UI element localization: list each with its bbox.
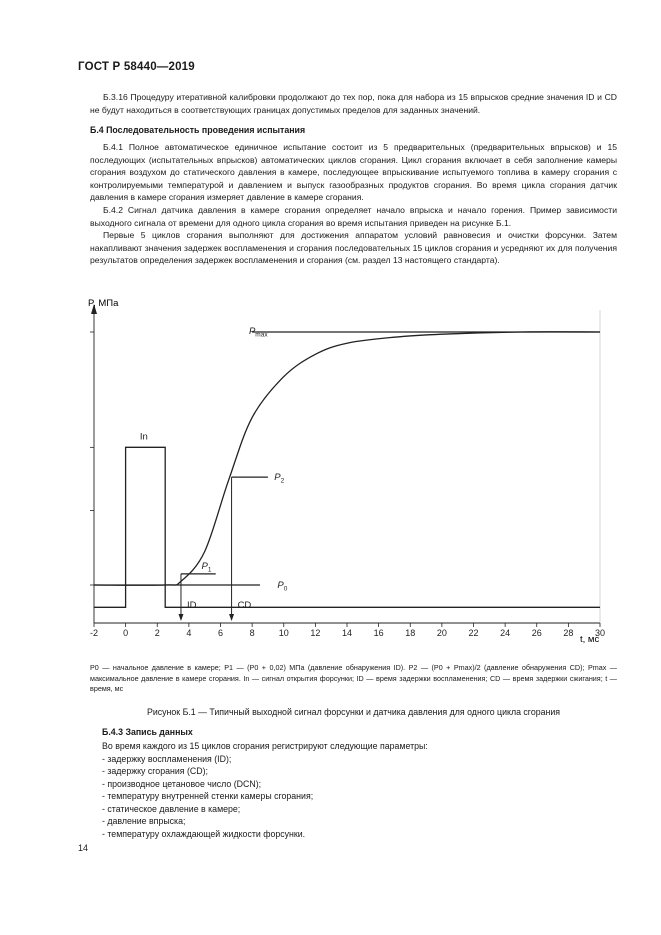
p2-label: $P_2$ bbox=[274, 472, 285, 485]
x-tick-label: 8 bbox=[249, 628, 255, 638]
series-in bbox=[94, 447, 600, 607]
paragraph-b42: Б.4.2 Сигнал датчика давления в камере сгорания определяет начало впрыска и начало горения. Пример зависимости выходного сигнала от времени для одного цикла сгорания во время испытания приведен на рисунке Б.1. bbox=[90, 204, 617, 228]
list-item: - статическое давление в камере; bbox=[102, 803, 241, 814]
x-ticks bbox=[90, 623, 605, 638]
list-item: - задержку сгорания (CD); bbox=[102, 766, 208, 776]
in-label: In bbox=[139, 431, 148, 443]
series-pressure bbox=[94, 332, 600, 585]
list-item: - температуру охлаждающей жидкости форсунки. bbox=[102, 828, 306, 839]
x-tick-label: 4 bbox=[186, 628, 192, 638]
b43-list bbox=[102, 740, 617, 840]
x-tick-label: 0 bbox=[123, 628, 129, 638]
x-tick-label: 28 bbox=[563, 628, 574, 638]
chart-lines bbox=[94, 332, 600, 621]
document-header: ГОСТ Р 58440—2019 bbox=[78, 61, 195, 73]
figure-title: Рисунок Б.1 — Типичный выходной сигнал форсунки и датчика давления для одного цикла сгорания bbox=[146, 707, 561, 717]
list-item: - температуру внутренней стенки камеры сгорания; bbox=[102, 791, 314, 801]
chart-labels bbox=[140, 326, 288, 611]
x-tick-label: 22 bbox=[468, 628, 479, 638]
page-number: 14 bbox=[78, 843, 89, 853]
id-arrow bbox=[178, 614, 183, 621]
y-axis-label: P, МПа bbox=[88, 298, 119, 309]
x-tick-label: 20 bbox=[436, 628, 447, 638]
paragraph-b42b: Первые 5 циклов сгорания выполняют для достижения аппаратом условий равновесия и очистки форсунки. Затем накапливают значения задержек воспламенения и сгорания последовательных 15 циклов сгорания и усредняют их для получения результатов определения задержек воспламенения и сгорания (см. раздел 13 настоящего стандарта). bbox=[90, 230, 617, 266]
b43-intro: Во время каждого из 15 циклов сгорания регистрируют следующие параметры: bbox=[102, 741, 428, 751]
p1-label: $P_1$ bbox=[201, 560, 212, 574]
figure-legend: P0 — начальное давление в камере; P1 — (P0 + 0,02) МПа (давление обнаружения ID). P2 — (P0 + Pmax)/2 (давление обнаружения CD); Pmax — максимальное давление в камере сгорания. In — сигнал открытия форсунки; ID — время задержки воспламенения; CD — время задержки сжигания; t — время, мс bbox=[90, 663, 617, 693]
x-tick-label: 6 bbox=[217, 628, 224, 638]
p0-label: $P_0$ bbox=[277, 580, 288, 593]
y-ticks bbox=[90, 332, 94, 585]
pmax-label: $P_{max}$ bbox=[248, 326, 268, 339]
x-tick-label: 10 bbox=[278, 628, 289, 638]
paragraph-b41: Б.4.1 Полное автоматическое единичное испытание состоит из 5 предварительных (предварительных впрысков) и 15 последующих (испытательных впрысков) автоматических циклов сгорания. Цикл сгорания включает в себя заполнение камеры сгорания воздухом до статического давления в камере, последующее впрыскивание испытуемого топлива в камеру сгорания с контролируемыми температурой и давлением и выпуск газообразных продуктов сгорания. Во время цикла сгорания датчик давления в камере сгорания измеряет давление в камере сгорания. Б.4.2 Сигнал датчика давления в камере сгорания определяет начало впрыска и начало горения. Пример зависимости выходного сигнала от времени для одного цикла сгорания во время испытания приведен на рисунке Б.1. Первые 5 циклов сгорания выполняют для достижения аппаратом условий равновесия и очистки форсунки. Затем накапливают значения задержек воспламенения и сгорания последовательных 15 циклов сгорания и усредняют их для получения результатов определения задержек воспламенения и сгорания (см. раздел 13 настоящего стандарта). bbox=[90, 142, 617, 266]
x-tick-label: 24 bbox=[500, 628, 511, 638]
list-item: - производное цетановое число (DCN); bbox=[102, 778, 262, 789]
paragraph-b316: Б.3.16 Процедуру итеративной калибровки продолжают до тех пор, пока для набора из 15 впрысков средние значения ID и CD не будут находиться в соответствующих границах допустимых пределов для заданных значений. bbox=[90, 92, 617, 115]
cd-arrow bbox=[229, 614, 234, 621]
figure-b1-chart bbox=[70, 290, 630, 655]
x-tick-label: 30 bbox=[594, 628, 606, 638]
x-tick-label: 12 bbox=[310, 628, 321, 638]
cd-label: CD bbox=[237, 600, 252, 611]
x-tick-label: 26 bbox=[531, 628, 542, 638]
x-tick-label: 18 bbox=[405, 628, 416, 638]
x-tick-label: 16 bbox=[373, 628, 384, 638]
list-item: - задержку воспламенения (ID); bbox=[102, 753, 232, 764]
x-tick-label: -2 bbox=[89, 628, 99, 638]
section-title-b43: Б.4.3 Запись данных bbox=[102, 727, 193, 737]
id-label: ID bbox=[186, 600, 197, 611]
x-tick-label: 14 bbox=[341, 628, 353, 638]
x-axis-label: t, мс bbox=[580, 634, 600, 645]
list-item: - давление впрыска; bbox=[102, 816, 186, 826]
section-title-b4: Б.4 Последовательность проведения испытания bbox=[90, 125, 306, 135]
x-tick-label: 2 bbox=[154, 628, 160, 638]
